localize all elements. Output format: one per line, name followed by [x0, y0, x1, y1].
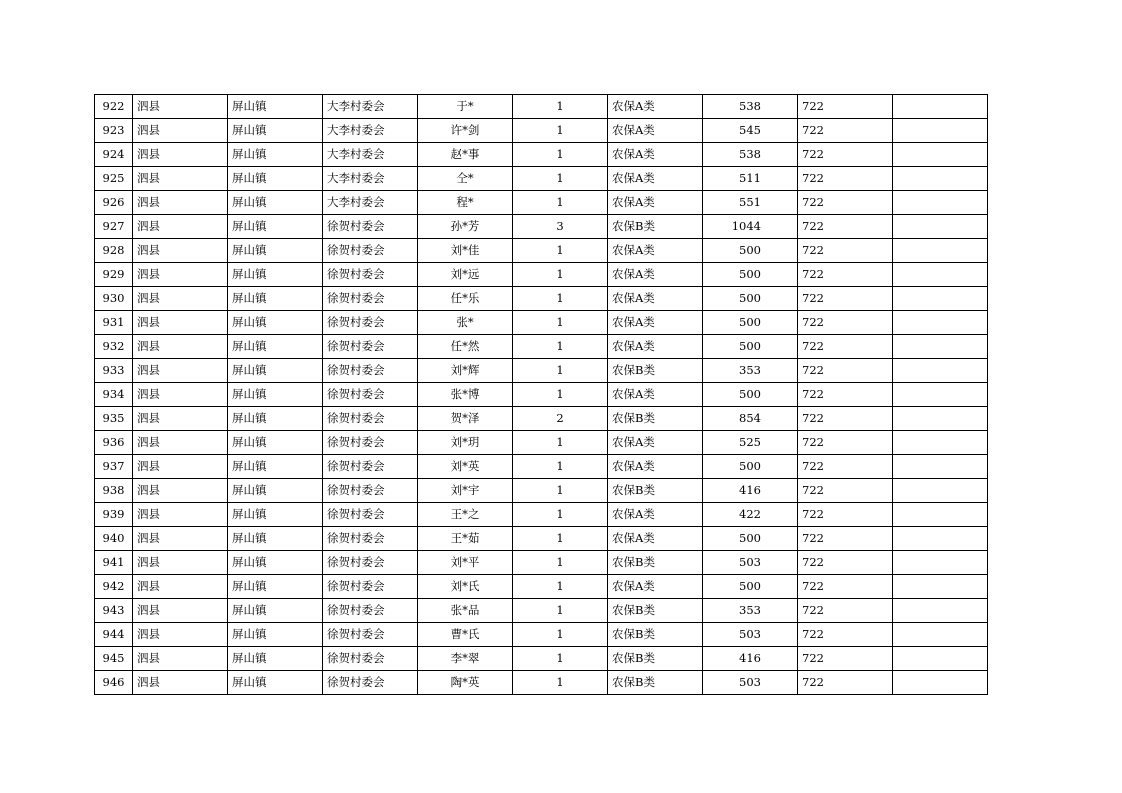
cell-village-committee: 大李村委会: [323, 167, 418, 191]
cell-town: 屏山镇: [228, 383, 323, 407]
cell-standard: 722: [798, 623, 893, 647]
table-row: [95, 359, 988, 383]
cell-name: 刘*宇: [418, 479, 513, 503]
cell-serial-no: 922: [95, 95, 133, 119]
cell-household-count: 1: [513, 263, 608, 287]
cell-town: 屏山镇: [228, 95, 323, 119]
cell-village-committee: 徐贺村委会: [323, 479, 418, 503]
cell-household-count: 1: [513, 119, 608, 143]
cell-insurance-type: 农保A类: [608, 455, 703, 479]
cell-town: 屏山镇: [228, 119, 323, 143]
cell-standard: 722: [798, 551, 893, 575]
table-row: [95, 287, 988, 311]
cell-serial-no: 929: [95, 263, 133, 287]
cell-household-count: 1: [513, 431, 608, 455]
cell-standard: 722: [798, 527, 893, 551]
table-row: [95, 311, 988, 335]
cell-amount: 500: [703, 311, 798, 335]
cell-note: [893, 239, 988, 263]
cell-household-count: 1: [513, 167, 608, 191]
cell-name: 张*品: [418, 599, 513, 623]
cell-household-count: 1: [513, 575, 608, 599]
cell-household-count: 1: [513, 335, 608, 359]
cell-insurance-type: 农保A类: [608, 311, 703, 335]
cell-note: [893, 335, 988, 359]
cell-town: 屏山镇: [228, 551, 323, 575]
cell-serial-no: 937: [95, 455, 133, 479]
cell-note: [893, 287, 988, 311]
cell-amount: 503: [703, 623, 798, 647]
cell-standard: 722: [798, 407, 893, 431]
cell-note: [893, 479, 988, 503]
cell-amount: 500: [703, 455, 798, 479]
cell-county: 泗县: [133, 623, 228, 647]
cell-standard: 722: [798, 647, 893, 671]
cell-serial-no: 926: [95, 191, 133, 215]
cell-insurance-type: 农保B类: [608, 623, 703, 647]
cell-name: 刘*平: [418, 551, 513, 575]
cell-town: 屏山镇: [228, 479, 323, 503]
cell-serial-no: 924: [95, 143, 133, 167]
cell-household-count: 1: [513, 599, 608, 623]
cell-county: 泗县: [133, 311, 228, 335]
table-row: [95, 407, 988, 431]
cell-household-count: 1: [513, 311, 608, 335]
cell-insurance-type: 农保A类: [608, 263, 703, 287]
cell-name: 张*: [418, 311, 513, 335]
cell-amount: 416: [703, 647, 798, 671]
cell-amount: 525: [703, 431, 798, 455]
cell-county: 泗县: [133, 431, 228, 455]
table-row: [95, 599, 988, 623]
cell-village-committee: 徐贺村委会: [323, 311, 418, 335]
cell-county: 泗县: [133, 143, 228, 167]
cell-town: 屏山镇: [228, 287, 323, 311]
cell-standard: 722: [798, 599, 893, 623]
cell-name: 任*然: [418, 335, 513, 359]
cell-standard: 722: [798, 455, 893, 479]
cell-insurance-type: 农保A类: [608, 95, 703, 119]
cell-insurance-type: 农保B类: [608, 671, 703, 695]
cell-village-committee: 徐贺村委会: [323, 359, 418, 383]
cell-amount: 500: [703, 239, 798, 263]
cell-note: [893, 671, 988, 695]
cell-insurance-type: 农保B类: [608, 407, 703, 431]
cell-insurance-type: 农保A类: [608, 239, 703, 263]
cell-standard: 722: [798, 359, 893, 383]
cell-standard: 722: [798, 95, 893, 119]
cell-county: 泗县: [133, 215, 228, 239]
cell-standard: 722: [798, 143, 893, 167]
cell-household-count: 1: [513, 359, 608, 383]
cell-amount: 1044: [703, 215, 798, 239]
cell-insurance-type: 农保B类: [608, 359, 703, 383]
cell-name: 程*: [418, 191, 513, 215]
cell-household-count: 1: [513, 95, 608, 119]
cell-amount: 500: [703, 383, 798, 407]
cell-county: 泗县: [133, 95, 228, 119]
cell-note: [893, 191, 988, 215]
table-row: [95, 479, 988, 503]
cell-village-committee: 徐贺村委会: [323, 335, 418, 359]
cell-insurance-type: 农保A类: [608, 287, 703, 311]
cell-note: [893, 503, 988, 527]
cell-note: [893, 215, 988, 239]
cell-name: 刘*氏: [418, 575, 513, 599]
cell-town: 屏山镇: [228, 527, 323, 551]
cell-amount: 854: [703, 407, 798, 431]
cell-note: [893, 455, 988, 479]
cell-serial-no: 946: [95, 671, 133, 695]
table-body: [95, 95, 988, 695]
cell-village-committee: 徐贺村委会: [323, 623, 418, 647]
cell-amount: 503: [703, 671, 798, 695]
cell-name: 贺*泽: [418, 407, 513, 431]
table-row: [95, 119, 988, 143]
cell-county: 泗县: [133, 287, 228, 311]
cell-insurance-type: 农保A类: [608, 383, 703, 407]
cell-insurance-type: 农保A类: [608, 527, 703, 551]
cell-household-count: 1: [513, 479, 608, 503]
cell-county: 泗县: [133, 335, 228, 359]
cell-serial-no: 927: [95, 215, 133, 239]
cell-insurance-type: 农保A类: [608, 191, 703, 215]
cell-note: [893, 623, 988, 647]
cell-town: 屏山镇: [228, 575, 323, 599]
cell-name: 许*剑: [418, 119, 513, 143]
cell-amount: 500: [703, 335, 798, 359]
cell-town: 屏山镇: [228, 263, 323, 287]
cell-village-committee: 徐贺村委会: [323, 431, 418, 455]
cell-town: 屏山镇: [228, 239, 323, 263]
cell-name: 曹*氏: [418, 623, 513, 647]
cell-household-count: 1: [513, 287, 608, 311]
table-row: [95, 455, 988, 479]
cell-name: 赵*事: [418, 143, 513, 167]
table-row: [95, 335, 988, 359]
cell-serial-no: 930: [95, 287, 133, 311]
cell-village-committee: 徐贺村委会: [323, 455, 418, 479]
table-row: [95, 503, 988, 527]
cell-amount: 500: [703, 527, 798, 551]
table-row: [95, 671, 988, 695]
cell-note: [893, 95, 988, 119]
cell-note: [893, 407, 988, 431]
cell-serial-no: 936: [95, 431, 133, 455]
cell-town: 屏山镇: [228, 335, 323, 359]
cell-standard: 722: [798, 479, 893, 503]
table-row: [95, 167, 988, 191]
cell-amount: 545: [703, 119, 798, 143]
cell-town: 屏山镇: [228, 671, 323, 695]
cell-name: 刘*远: [418, 263, 513, 287]
table-row: [95, 551, 988, 575]
cell-county: 泗县: [133, 455, 228, 479]
cell-note: [893, 551, 988, 575]
cell-village-committee: 徐贺村委会: [323, 647, 418, 671]
cell-insurance-type: 农保A类: [608, 503, 703, 527]
cell-town: 屏山镇: [228, 455, 323, 479]
table-row: [95, 431, 988, 455]
cell-village-committee: 大李村委会: [323, 143, 418, 167]
cell-amount: 353: [703, 599, 798, 623]
cell-county: 泗县: [133, 383, 228, 407]
cell-county: 泗县: [133, 479, 228, 503]
cell-county: 泗县: [133, 167, 228, 191]
cell-insurance-type: 农保B类: [608, 551, 703, 575]
cell-standard: 722: [798, 215, 893, 239]
cell-amount: 503: [703, 551, 798, 575]
cell-county: 泗县: [133, 671, 228, 695]
cell-serial-no: 928: [95, 239, 133, 263]
cell-town: 屏山镇: [228, 359, 323, 383]
cell-county: 泗县: [133, 359, 228, 383]
table-row: [95, 191, 988, 215]
cell-serial-no: 942: [95, 575, 133, 599]
cell-standard: 722: [798, 263, 893, 287]
table-row: [95, 575, 988, 599]
cell-insurance-type: 农保B类: [608, 599, 703, 623]
table-row: [95, 215, 988, 239]
cell-insurance-type: 农保B类: [608, 215, 703, 239]
cell-village-committee: 徐贺村委会: [323, 671, 418, 695]
cell-standard: 722: [798, 167, 893, 191]
cell-household-count: 1: [513, 503, 608, 527]
data-table: [94, 94, 988, 695]
cell-amount: 538: [703, 143, 798, 167]
cell-standard: 722: [798, 311, 893, 335]
cell-insurance-type: 农保A类: [608, 119, 703, 143]
cell-county: 泗县: [133, 575, 228, 599]
cell-county: 泗县: [133, 647, 228, 671]
cell-serial-no: 932: [95, 335, 133, 359]
cell-insurance-type: 农保A类: [608, 143, 703, 167]
cell-note: [893, 311, 988, 335]
cell-village-committee: 大李村委会: [323, 95, 418, 119]
cell-county: 泗县: [133, 599, 228, 623]
cell-standard: 722: [798, 383, 893, 407]
cell-serial-no: 935: [95, 407, 133, 431]
table-row: [95, 239, 988, 263]
cell-serial-no: 943: [95, 599, 133, 623]
cell-household-count: 1: [513, 551, 608, 575]
table-row: [95, 383, 988, 407]
cell-household-count: 1: [513, 671, 608, 695]
cell-town: 屏山镇: [228, 167, 323, 191]
cell-village-committee: 徐贺村委会: [323, 503, 418, 527]
cell-serial-no: 934: [95, 383, 133, 407]
cell-county: 泗县: [133, 263, 228, 287]
cell-name: 李*翠: [418, 647, 513, 671]
cell-name: 刘*英: [418, 455, 513, 479]
cell-household-count: 1: [513, 647, 608, 671]
cell-county: 泗县: [133, 407, 228, 431]
table-row: [95, 143, 988, 167]
cell-household-count: 1: [513, 191, 608, 215]
cell-village-committee: 徐贺村委会: [323, 263, 418, 287]
cell-note: [893, 383, 988, 407]
cell-amount: 538: [703, 95, 798, 119]
cell-county: 泗县: [133, 119, 228, 143]
cell-name: 张*博: [418, 383, 513, 407]
cell-serial-no: 945: [95, 647, 133, 671]
cell-standard: 722: [798, 503, 893, 527]
cell-standard: 722: [798, 119, 893, 143]
cell-household-count: 1: [513, 527, 608, 551]
cell-serial-no: 933: [95, 359, 133, 383]
cell-note: [893, 167, 988, 191]
cell-town: 屏山镇: [228, 215, 323, 239]
cell-insurance-type: 农保B类: [608, 479, 703, 503]
cell-county: 泗县: [133, 503, 228, 527]
cell-town: 屏山镇: [228, 191, 323, 215]
cell-amount: 511: [703, 167, 798, 191]
cell-amount: 500: [703, 575, 798, 599]
cell-name: 王*茹: [418, 527, 513, 551]
cell-amount: 500: [703, 287, 798, 311]
cell-serial-no: 925: [95, 167, 133, 191]
cell-note: [893, 527, 988, 551]
cell-county: 泗县: [133, 239, 228, 263]
cell-town: 屏山镇: [228, 599, 323, 623]
cell-name: 任*乐: [418, 287, 513, 311]
cell-village-committee: 徐贺村委会: [323, 239, 418, 263]
cell-standard: 722: [798, 431, 893, 455]
cell-name: 陶*英: [418, 671, 513, 695]
cell-standard: 722: [798, 191, 893, 215]
cell-amount: 416: [703, 479, 798, 503]
cell-name: 于*: [418, 95, 513, 119]
cell-household-count: 1: [513, 455, 608, 479]
cell-standard: 722: [798, 671, 893, 695]
cell-amount: 422: [703, 503, 798, 527]
cell-note: [893, 359, 988, 383]
cell-village-committee: 徐贺村委会: [323, 287, 418, 311]
cell-village-committee: 徐贺村委会: [323, 575, 418, 599]
cell-county: 泗县: [133, 191, 228, 215]
cell-town: 屏山镇: [228, 143, 323, 167]
cell-note: [893, 143, 988, 167]
cell-name: 孙*芳: [418, 215, 513, 239]
cell-serial-no: 944: [95, 623, 133, 647]
cell-household-count: 1: [513, 143, 608, 167]
cell-insurance-type: 农保A类: [608, 167, 703, 191]
cell-name: 刘*玥: [418, 431, 513, 455]
cell-town: 屏山镇: [228, 407, 323, 431]
cell-note: [893, 647, 988, 671]
cell-town: 屏山镇: [228, 431, 323, 455]
cell-town: 屏山镇: [228, 647, 323, 671]
cell-household-count: 2: [513, 407, 608, 431]
cell-serial-no: 941: [95, 551, 133, 575]
cell-note: [893, 119, 988, 143]
cell-amount: 551: [703, 191, 798, 215]
cell-standard: 722: [798, 575, 893, 599]
cell-insurance-type: 农保B类: [608, 647, 703, 671]
cell-household-count: 1: [513, 239, 608, 263]
cell-name: 王*之: [418, 503, 513, 527]
cell-village-committee: 徐贺村委会: [323, 527, 418, 551]
cell-name: 刘*佳: [418, 239, 513, 263]
cell-county: 泗县: [133, 551, 228, 575]
cell-serial-no: 938: [95, 479, 133, 503]
cell-village-committee: 大李村委会: [323, 119, 418, 143]
cell-insurance-type: 农保A类: [608, 575, 703, 599]
cell-standard: 722: [798, 335, 893, 359]
cell-insurance-type: 农保A类: [608, 335, 703, 359]
cell-household-count: 1: [513, 623, 608, 647]
cell-note: [893, 575, 988, 599]
cell-village-committee: 徐贺村委会: [323, 383, 418, 407]
cell-serial-no: 931: [95, 311, 133, 335]
cell-amount: 500: [703, 263, 798, 287]
cell-insurance-type: 农保A类: [608, 431, 703, 455]
table-row: [95, 647, 988, 671]
cell-county: 泗县: [133, 527, 228, 551]
cell-serial-no: 940: [95, 527, 133, 551]
cell-amount: 353: [703, 359, 798, 383]
cell-note: [893, 599, 988, 623]
cell-village-committee: 徐贺村委会: [323, 551, 418, 575]
cell-town: 屏山镇: [228, 503, 323, 527]
cell-standard: 722: [798, 239, 893, 263]
cell-town: 屏山镇: [228, 311, 323, 335]
cell-village-committee: 徐贺村委会: [323, 407, 418, 431]
table-row: [95, 95, 988, 119]
cell-town: 屏山镇: [228, 623, 323, 647]
cell-serial-no: 939: [95, 503, 133, 527]
cell-name: 仝*: [418, 167, 513, 191]
cell-standard: 722: [798, 287, 893, 311]
cell-village-committee: 徐贺村委会: [323, 599, 418, 623]
table-row: [95, 623, 988, 647]
cell-household-count: 3: [513, 215, 608, 239]
table-row: [95, 263, 988, 287]
cell-note: [893, 431, 988, 455]
table-row: [95, 527, 988, 551]
cell-village-committee: 徐贺村委会: [323, 215, 418, 239]
cell-village-committee: 大李村委会: [323, 191, 418, 215]
cell-note: [893, 263, 988, 287]
cell-serial-no: 923: [95, 119, 133, 143]
cell-household-count: 1: [513, 383, 608, 407]
cell-name: 刘*辉: [418, 359, 513, 383]
